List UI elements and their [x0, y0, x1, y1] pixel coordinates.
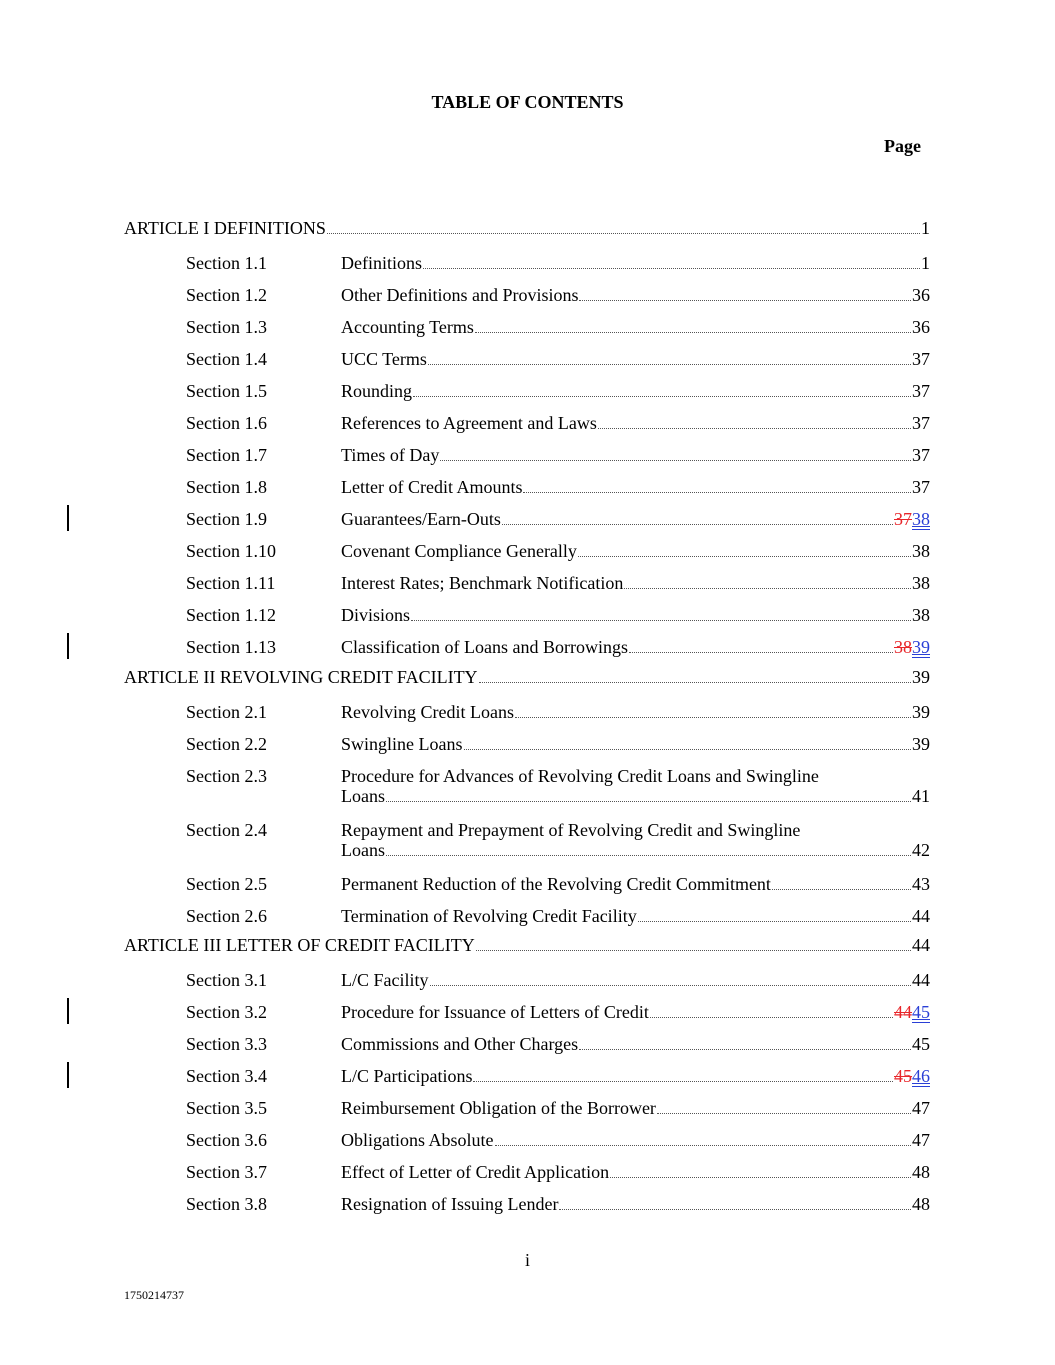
- toc-section-entry[interactable]: [0, 509, 1055, 529]
- page-number-ref: 47: [912, 1098, 930, 1118]
- page-number-ref: 37: [912, 413, 930, 433]
- dot-leader: [638, 921, 911, 922]
- dot-leader: [495, 1145, 912, 1146]
- toc-article-entry[interactable]: [0, 935, 1055, 955]
- entry-leader-line: [341, 906, 930, 926]
- dot-leader: [578, 556, 911, 557]
- toc-section-entry[interactable]: [0, 477, 1055, 497]
- toc-section-entry[interactable]: [0, 1130, 1055, 1150]
- page-number-ref: 42: [912, 840, 930, 860]
- toc-section-entry[interactable]: [0, 381, 1055, 401]
- entry-title: Letter of Credit Amounts: [341, 477, 523, 497]
- section-number: Section 3.7: [186, 1162, 267, 1182]
- entry-leader-line: [341, 605, 930, 625]
- section-number: Section 1.13: [186, 637, 276, 657]
- dot-leader: [502, 524, 893, 525]
- entry-leader-line: [341, 317, 930, 337]
- entry-title-continuation: Loans: [341, 786, 385, 806]
- page-number-ref: 36: [912, 285, 930, 305]
- page-number-ref: 37: [912, 477, 930, 497]
- dot-leader: [624, 588, 911, 589]
- section-number: Section 1.12: [186, 605, 276, 625]
- entry-leader-line: [341, 253, 930, 273]
- section-number: Section 1.8: [186, 477, 267, 497]
- section-number: Section 3.6: [186, 1130, 267, 1150]
- dot-leader: [464, 749, 912, 750]
- section-number: Section 3.3: [186, 1034, 267, 1054]
- page-number-ref: [894, 1066, 930, 1086]
- document-id: 1750214737: [124, 1288, 184, 1302]
- entry-leader-line: [341, 381, 930, 401]
- dot-leader: [579, 1049, 911, 1050]
- entry-title: ARTICLE III LETTER OF CREDIT FACILITY: [124, 935, 475, 955]
- dot-leader: [430, 985, 912, 986]
- section-number: Section 1.6: [186, 413, 267, 433]
- dot-leader: [598, 428, 911, 429]
- entry-leader-line: [341, 509, 930, 529]
- dot-leader: [523, 492, 911, 493]
- dot-leader: [559, 1209, 911, 1210]
- entry-title: Repayment and Prepayment of Revolving Credit and Swingline: [341, 820, 801, 840]
- entry-leader-line: [341, 413, 930, 433]
- dot-leader: [629, 652, 893, 653]
- section-number: Section 2.1: [186, 702, 267, 722]
- toc-section-entry[interactable]: [0, 1034, 1055, 1054]
- entry-title: L/C Facility: [341, 970, 429, 990]
- entry-leader-line: [341, 702, 930, 722]
- section-number: Section 2.3: [186, 766, 267, 786]
- entry-title: Interest Rates; Benchmark Notification: [341, 573, 624, 593]
- toc-title: TABLE OF CONTENTS: [431, 92, 624, 112]
- dot-leader: [657, 1113, 911, 1114]
- page-number-ref: 38: [912, 541, 930, 561]
- entry-leader-line: [341, 786, 930, 806]
- inserted-page-number: 45: [912, 1002, 930, 1022]
- page-number-ref: 1: [921, 218, 930, 238]
- section-number: Section 2.4: [186, 820, 267, 840]
- dot-leader: [473, 1081, 893, 1082]
- toc-section-entry[interactable]: [0, 285, 1055, 305]
- entry-leader-line: [124, 667, 930, 687]
- toc-section-entry[interactable]: [0, 349, 1055, 369]
- entry-title: Swingline Loans: [341, 734, 463, 754]
- entry-title: Resignation of Issuing Lender: [341, 1194, 559, 1214]
- dot-leader: [475, 332, 911, 333]
- dot-leader: [386, 801, 911, 802]
- toc-section-entry[interactable]: [0, 573, 1055, 593]
- entry-title: Guarantees/Earn-Outs: [341, 509, 501, 529]
- entry-leader-line: [341, 1002, 930, 1022]
- page-number-ref: 44: [912, 906, 930, 926]
- entry-leader-line: [341, 445, 930, 465]
- entry-leader-line: [341, 734, 930, 754]
- dot-leader: [772, 889, 911, 890]
- section-number: Section 3.5: [186, 1098, 267, 1118]
- entry-title: ARTICLE II REVOLVING CREDIT FACILITY: [124, 667, 478, 687]
- dot-leader: [327, 233, 920, 234]
- toc-section-entry[interactable]: [0, 541, 1055, 561]
- page-number-ref: 37: [912, 381, 930, 401]
- section-number: Section 2.2: [186, 734, 267, 754]
- page-column-header: Page: [884, 136, 921, 156]
- entry-leader-line: [341, 541, 930, 561]
- toc-section-entry[interactable]: [0, 1194, 1055, 1214]
- dot-leader: [428, 364, 911, 365]
- toc-section-entry[interactable]: [0, 445, 1055, 465]
- page-number: i: [524, 1250, 530, 1270]
- page-number-ref: 44: [912, 935, 930, 955]
- section-number: Section 1.7: [186, 445, 267, 465]
- deleted-page-number: 45: [894, 1066, 912, 1086]
- toc-section-entry[interactable]: [0, 413, 1055, 433]
- toc-section-entry[interactable]: [0, 906, 1055, 926]
- page-number-ref: 47: [912, 1130, 930, 1150]
- toc-section-entry[interactable]: [0, 702, 1055, 722]
- page-number-ref: [894, 1002, 930, 1022]
- entry-title: Rounding: [341, 381, 413, 401]
- page-number-ref: 39: [912, 734, 930, 754]
- entry-leader-line: [341, 349, 930, 369]
- page-number-ref: 37: [912, 445, 930, 465]
- entry-title: Covenant Compliance Generally: [341, 541, 577, 561]
- page-number-ref: 36: [912, 317, 930, 337]
- change-bar-marker: [67, 998, 69, 1024]
- entry-title: Divisions: [341, 605, 411, 625]
- entry-title: Permanent Reduction of the Revolving Credit Commitment: [341, 874, 771, 894]
- entry-title: Commissions and Other Charges: [341, 1034, 579, 1054]
- change-bar-marker: [67, 633, 69, 659]
- section-number: Section 2.6: [186, 906, 267, 926]
- entry-leader-line: [124, 935, 930, 955]
- toc-section-entry[interactable]: [0, 734, 1055, 754]
- toc-section-entry[interactable]: [0, 766, 1055, 806]
- dot-leader: [386, 855, 911, 856]
- page-number-ref: [894, 509, 930, 529]
- toc-section-entry[interactable]: [0, 970, 1055, 990]
- section-number: Section 3.2: [186, 1002, 267, 1022]
- page-number-ref: 48: [912, 1194, 930, 1214]
- toc-section-entry[interactable]: [0, 637, 1055, 657]
- page-number-ref: 39: [912, 667, 930, 687]
- entry-leader-line: [341, 1194, 930, 1214]
- page-number-ref: [894, 637, 930, 657]
- entry-title: Effect of Letter of Credit Application: [341, 1162, 610, 1182]
- inserted-page-number: 39: [912, 637, 930, 657]
- section-number: Section 1.5: [186, 381, 267, 401]
- dot-leader: [423, 268, 920, 269]
- entry-title: Definitions: [341, 253, 422, 273]
- page-number-ref: 38: [912, 605, 930, 625]
- entry-leader-line: [124, 218, 930, 238]
- dot-leader: [610, 1177, 911, 1178]
- dot-leader: [579, 300, 911, 301]
- entry-leader-line: [341, 477, 930, 497]
- entry-leader-line: [341, 285, 930, 305]
- entry-leader-line: [341, 1162, 930, 1182]
- entry-title: References to Agreement and Laws: [341, 413, 597, 433]
- dot-leader: [650, 1017, 893, 1018]
- section-number: Section 1.10: [186, 541, 276, 561]
- entry-leader-line: [341, 1098, 930, 1118]
- toc-section-entry[interactable]: [0, 1066, 1055, 1086]
- section-number: Section 3.4: [186, 1066, 267, 1086]
- toc-article-entry[interactable]: [0, 667, 1055, 687]
- page-number-ref: 39: [912, 702, 930, 722]
- page-number-ref: 1: [921, 253, 930, 273]
- dot-leader: [515, 717, 911, 718]
- dot-leader: [440, 460, 911, 461]
- toc-section-entry[interactable]: [0, 1098, 1055, 1118]
- section-number: Section 1.9: [186, 509, 267, 529]
- entry-title: Procedure for Advances of Revolving Credit Loans and Swingline: [341, 766, 819, 786]
- entry-title: Termination of Revolving Credit Facility: [341, 906, 637, 926]
- entry-title: Accounting Terms: [341, 317, 474, 337]
- entry-title-continuation: Loans: [341, 840, 385, 860]
- page-number-ref: 41: [912, 786, 930, 806]
- dot-leader: [476, 950, 911, 951]
- section-number: Section 1.4: [186, 349, 267, 369]
- entry-title: L/C Participations: [341, 1066, 473, 1086]
- entry-leader-line: [341, 637, 930, 657]
- entry-title: Classification of Loans and Borrowings: [341, 637, 628, 657]
- inserted-page-number: 38: [912, 509, 930, 529]
- dot-leader: [479, 682, 911, 683]
- entry-title: Other Definitions and Provisions: [341, 285, 579, 305]
- section-number: Section 3.1: [186, 970, 267, 990]
- entry-title: Times of Day: [341, 445, 440, 465]
- inserted-page-number: 46: [912, 1066, 930, 1086]
- page-number-ref: 37: [912, 349, 930, 369]
- entry-title: UCC Terms: [341, 349, 427, 369]
- entry-leader-line: [341, 1130, 930, 1150]
- section-number: Section 1.1: [186, 253, 267, 273]
- entry-title: Procedure for Issuance of Letters of Credit: [341, 1002, 649, 1022]
- entry-leader-line: [341, 1034, 930, 1054]
- entry-title: Revolving Credit Loans: [341, 702, 514, 722]
- toc-section-entry[interactable]: [0, 874, 1055, 894]
- toc-article-entry[interactable]: [0, 218, 1055, 238]
- entry-title: Reimbursement Obligation of the Borrower: [341, 1098, 656, 1118]
- dot-leader: [413, 396, 911, 397]
- entry-leader-line: [341, 874, 930, 894]
- toc-section-entry[interactable]: [0, 1162, 1055, 1182]
- toc-section-entry[interactable]: [0, 820, 1055, 860]
- toc-section-entry[interactable]: [0, 253, 1055, 273]
- page-number-ref: 48: [912, 1162, 930, 1182]
- section-number: Section 1.2: [186, 285, 267, 305]
- deleted-page-number: 38: [894, 637, 912, 657]
- section-number: Section 1.3: [186, 317, 267, 337]
- dot-leader: [411, 620, 911, 621]
- toc-section-entry[interactable]: [0, 317, 1055, 337]
- page-number-ref: 44: [912, 970, 930, 990]
- section-number: Section 3.8: [186, 1194, 267, 1214]
- change-bar-marker: [67, 1062, 69, 1088]
- page-number-ref: 43: [912, 874, 930, 894]
- change-bar-marker: [67, 505, 69, 531]
- entry-leader-line: [341, 1066, 930, 1086]
- page-number-ref: 38: [912, 573, 930, 593]
- page-number-ref: 45: [912, 1034, 930, 1054]
- deleted-page-number: 44: [894, 1002, 912, 1022]
- entry-leader-line: [341, 840, 930, 860]
- section-number: Section 1.11: [186, 573, 276, 593]
- entry-title: Obligations Absolute: [341, 1130, 494, 1150]
- section-number: Section 2.5: [186, 874, 267, 894]
- entry-leader-line: [341, 970, 930, 990]
- toc-section-entry[interactable]: [0, 1002, 1055, 1022]
- entry-title: ARTICLE I DEFINITIONS: [124, 218, 326, 238]
- deleted-page-number: 37: [894, 509, 912, 529]
- toc-section-entry[interactable]: [0, 605, 1055, 625]
- entry-leader-line: [341, 573, 930, 593]
